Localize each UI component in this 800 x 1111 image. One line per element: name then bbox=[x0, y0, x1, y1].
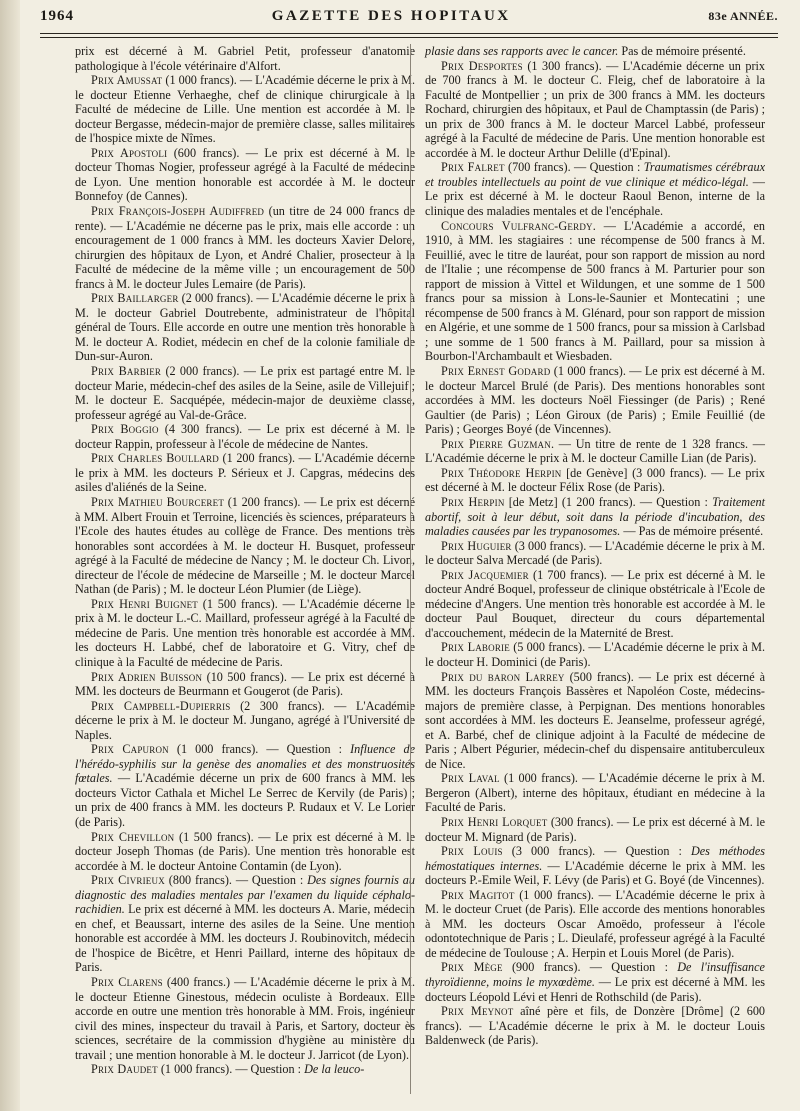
paragraph bbox=[75, 291, 415, 364]
paragraph-text: (3 000 francs). — L'Académie décerne le prix à M. le docteur Salva Mercadé (de Paris). bbox=[425, 538, 765, 568]
paragraph-text: (1 000 francs). — Question : bbox=[168, 742, 351, 757]
paragraph bbox=[75, 204, 415, 291]
question-text: plasie dans ses rapports avec le cancer. bbox=[425, 44, 619, 58]
prize-heading: Prix Campbell-Dupierris bbox=[91, 698, 231, 713]
prize-heading: Prix Adrien Buisson bbox=[91, 669, 203, 684]
header-rule-top bbox=[40, 33, 778, 34]
prize-heading: Prix Falret bbox=[441, 160, 505, 175]
paragraph-text: (10 500 francs). — Le prix est décerné à MM. les docteurs de Beurmann et Gougerot (de Paris). bbox=[75, 669, 415, 699]
paragraph bbox=[425, 44, 765, 59]
question-text: Traumatismes cérébraux et troubles intellectuels au point de vue clinique et médico-légal. bbox=[425, 160, 765, 189]
page-number: 1964 bbox=[40, 8, 74, 24]
paragraph-text-tail: — Pas de mémoire présenté. bbox=[620, 524, 764, 539]
binding-edge bbox=[0, 0, 20, 1111]
paragraph-text-tail: — Le prix est décerné à M. le docteur Raoul Benon, interne de la clinique des maladies mentales et de l'encéphale. bbox=[425, 174, 765, 219]
paragraph bbox=[75, 830, 415, 874]
prize-heading: Prix Chevillon bbox=[91, 829, 175, 844]
prize-heading: Prix Boggio bbox=[91, 422, 159, 437]
paragraph bbox=[75, 742, 415, 829]
paragraph-text: (2 000 francs). — Le prix est partagé entre M. le docteur Marie, médecin-chef des asiles de la Seine, asile de Villejuif ; M. le docteur E. Sacquépée, médecin-major de deuxième classe, professeur agrégé au Val-de-Grâce. bbox=[75, 364, 415, 422]
paragraph-text: (800 francs). — Question : bbox=[164, 873, 308, 888]
prize-heading: Prix Daudet bbox=[91, 1062, 158, 1077]
paragraph-text: prix est décerné à M. Gabriel Petit, professeur d'anatomie pathologique à l'école vétérinaire d'Alfort. bbox=[75, 44, 415, 73]
paragraph-text: (5 000 francs). — L'Académie décerne le prix à M. le docteur H. Dominici (de Paris). bbox=[425, 640, 765, 669]
question-text: De la leuco- bbox=[304, 1062, 365, 1077]
paragraph-text-tail: — Le prix est décerné à MM. les docteurs Léopold Lévi et Henri de Rothschild (de Paris). bbox=[425, 975, 765, 1004]
paragraph-text: (700 francs). — Question : bbox=[504, 160, 644, 175]
right-column bbox=[425, 44, 765, 1048]
paragraph bbox=[425, 771, 765, 815]
paragraph-text: (1 200 francs). — L'Académie décerne le prix à MM. les docteurs P. Sérieux et J. Capgras, médecins des asiles d'aliénés de la Seine. bbox=[75, 451, 416, 495]
prize-heading: Prix Barbier bbox=[91, 364, 162, 379]
paragraph-text: (1 000 francs). — Le prix est décerné à M. le docteur Marcel Brulé (de Paris). Des mentions honorables sont accordées à MM. les docteurs Noël Fiessinger (de Paris) ; René Gaultier (de Paris) ; Léon Giroux (de Paris) ; Emile Feuillié (de Paris) ; Georges Boyé (de Vincennes). bbox=[425, 364, 765, 437]
paragraph bbox=[425, 815, 765, 844]
paragraph-text: [de Genève] (3 000 francs). — Le prix est décerné à M. le docteur Félix Rose (de Paris). bbox=[425, 465, 765, 495]
paragraph bbox=[425, 1004, 765, 1048]
paragraph-text: (600 francs). — Le prix est décerné à M. le docteur Thomas Nogier, professeur agrégé à la Faculté de médecine de Lyon. Une mention honorable est accordée à M. le docteur Bonnefoy (de Cannes). bbox=[75, 145, 415, 204]
year-label: 83e ANNÉE. bbox=[708, 9, 778, 23]
prize-heading: Prix Capuron bbox=[91, 742, 169, 757]
paragraph-text-tail: — L'Académie décerne un prix de 600 francs à MM. les docteurs Victor Cathala et Michel Le Serrec de Kervily (de Paris) ; un prix de 400 francs à MM. les docteurs P. Rudaux et V. Le Lorier (de Paris). bbox=[75, 771, 415, 829]
paragraph-text: (2 000 francs). — L'Académie décerne le prix à M. le docteur Gabriel Doutrebente, administrateur de l'hôpital général de Tours. Elle accorde en outre une mention très honorable à M. le docteur A. Rodiet, médecin en chef de la colonie familiale de Dun-sur-Auron. bbox=[75, 291, 416, 364]
prize-heading: Prix Meynot bbox=[441, 1004, 514, 1019]
paragraph bbox=[75, 44, 415, 73]
paragraph-text: (un titre de 24 000 francs de rente). — L'Académie ne décerne pas le prix, mais elle accorde : un encouragement de 1 000 francs à MM. les docteurs Xavier Delore, chirurgien des hôpitaux de Lyon, et André Chalier, prosecteur à la Faculté de médecine de la même ville ; un encouragement de 500 francs à M. le docteur Jules Lemaire (de Paris). bbox=[75, 204, 415, 291]
paragraph bbox=[75, 73, 415, 146]
prize-heading: Prix Henri Buignet bbox=[91, 596, 198, 611]
paragraph-text: aîné père et fils, de Donzère [Drôme] (2 600 francs). — L'Académie décerne le prix à M. le docteur Louis Baldenweck (de Paris). bbox=[425, 1004, 766, 1048]
question-text: Traitement abortif, soit à leur début, soit dans la période d'incubation, des maladies causées par les trypanosomes. bbox=[425, 494, 765, 539]
paragraph bbox=[75, 873, 415, 975]
paragraph-text: (1 000 francs). — L'Académie décerne le prix à M. le docteur Cruet (de Paris). Elle accorde des mentions honorables à MM. les docteurs Oscar Amoëdo, professeur à l'école odontotechnique de Paris ; L. Dieulafé, professeur agrégé à la Faculté de médecine de Toulouse ; A. Herpin et Louis Morel (de Paris). bbox=[425, 887, 766, 960]
question-text: De l'insuffisance thyroïdienne, moins le myxœdème. bbox=[425, 960, 765, 989]
paragraph bbox=[425, 219, 765, 364]
paragraph-text: (1 000 francs). — L'Académie décerne le prix à M. le docteur Etienne Verhaeghe, chef de clinique chirurgicale à la Faculté de médecine de Lille. Une mention est accordée à M. le docteur Bergasse, médecin-major de première classe, salles militaires de l'hospice mixte de Nîmes. bbox=[75, 73, 415, 146]
prize-heading: Prix Desportes bbox=[441, 58, 523, 73]
paragraph-text: (1 200 francs). — Le prix est décerné à MM. Albert Frouin et Terroine, licenciés ès sciences, préparateurs à l'Ecole des hautes études au collège de France. Des mentions très honorables sont accordées à M. le docteur H. Busquet, professeur agrégé à la Faculté de médecine de Nancy ; M. le docteur Ch. Livon, directeur de l'école de médecine de Marseille ; M. le docteur Marcel Nathan (de Paris) ; M. le docteur Léon Plumier (de Liège). bbox=[75, 494, 415, 597]
paragraph bbox=[75, 451, 415, 495]
paragraph-text-tail: Pas de mémoire présenté. bbox=[618, 44, 746, 58]
prize-heading: Prix Henri Lorquet bbox=[441, 814, 548, 829]
prize-heading: Prix Théodore Herpin bbox=[441, 465, 562, 480]
paragraph-text: [de Metz] (1 200 francs). — Question : bbox=[504, 494, 713, 509]
prize-heading: Prix Pierre Guzman bbox=[441, 436, 551, 451]
paragraph-text: (2 300 francs). — L'Académie décerne le prix à M. le docteur M. Jungano, agrégé à l'Université de Naples. bbox=[75, 698, 415, 742]
prize-heading: Prix Huguier bbox=[441, 538, 512, 553]
paragraph-text: (1 700 francs). — Le prix est décerné à M. le docteur André Boquel, professeur de clinique obstétricale à l'Ecole de médecine d'Angers. Une mention très honorable est accordée à M. le docteur Paul Bouquet, directeur du cours départemental d'accouchement, médecin de la Maternité de Brest. bbox=[425, 567, 765, 640]
prize-heading: Prix Laborie bbox=[441, 640, 510, 655]
prize-heading: Prix Herpin bbox=[441, 494, 505, 509]
prize-heading: Concours Vulfranc-Gerdy bbox=[441, 218, 593, 233]
paragraph-text: (900 francs). — Question : bbox=[502, 960, 678, 975]
prize-heading: Prix Civrieux bbox=[91, 873, 165, 888]
prize-heading: Prix Baillarger bbox=[91, 291, 179, 306]
paragraph-text: (500 francs). — Le prix est décerné à MM. les docteurs François Bassères et Napoléon Coste, médecins-majors de première classe, à Perpignan. Des mentions honorables sont accordées à MM. les docteurs E. Jeanselme, professeur agrégé, et A. Barbé, chef de clinique adjoint à la Faculté de médecine de Paris ; Albert Pégurier, médecin-chef du dispensaire antituberculeux de Nice. bbox=[425, 669, 765, 771]
paragraph bbox=[75, 146, 415, 204]
paragraph bbox=[75, 975, 415, 1062]
prize-heading: Prix Mège bbox=[441, 960, 503, 975]
question-text: Des méthodes hémostatiques internes. bbox=[425, 844, 765, 873]
paragraph bbox=[425, 640, 765, 669]
paragraph bbox=[425, 670, 765, 772]
prize-heading: Prix Laval bbox=[441, 771, 500, 786]
paragraph bbox=[75, 597, 415, 670]
paragraph-text: (1 000 francs). — Question : bbox=[157, 1062, 305, 1077]
paragraph bbox=[75, 670, 415, 699]
paragraph-text: (1 000 francs). — L'Académie décerne le prix à M. Bergeron (Albert), interne des hôpitaux, étudiant en médecine à la Faculté de Paris. bbox=[425, 771, 765, 815]
paragraph bbox=[425, 466, 765, 495]
paragraph bbox=[75, 495, 415, 597]
paragraph-text: (300 francs). — Le prix est décerné à M. le docteur M. Mignard (de Paris). bbox=[425, 814, 765, 844]
paragraph bbox=[425, 59, 765, 161]
paragraph bbox=[425, 539, 765, 568]
prize-heading: Prix Ernest Godard bbox=[441, 364, 551, 379]
prize-heading: Prix Magitot bbox=[441, 887, 515, 902]
prize-heading: Prix Apostoli bbox=[91, 145, 168, 160]
paragraph bbox=[75, 364, 415, 422]
prize-heading: Prix François-Joseph Audiffred bbox=[91, 204, 265, 219]
paragraph-text-tail: — L'Académie décerne le prix à MM. les docteurs P.-Emile Weil, F. Lévy (de Paris) et G. Boyé (de Vincennes). bbox=[425, 858, 765, 888]
paragraph bbox=[75, 422, 415, 451]
paragraph bbox=[425, 888, 765, 961]
prize-heading: Prix Clarens bbox=[91, 975, 163, 989]
paragraph bbox=[75, 699, 415, 743]
paragraph-text: . — L'Académie a accordé, en 1910, à MM. les stagiaires : une récompense de 500 francs à M. Feuillié, avec le titre de lauréat, pour son rapport de mission au nord de l'Italie ; une récompense de 500 francs à M. Parturier pour son rapport de mission à Vittel et Wildungen, et une somme de 1 500 francs pour sa mission à Lons-le-Saunier et Montecatini ; une récompense de 500 francs à M. Glénard, pour son rapport de mission en Algérie, et une somme de 1 500 francs, pour sa mission à Carlsbad ; une somme de 1 500 francs à M. Paillard, pour sa mission à Bourbon-l'Archambault et Wiesbaden. bbox=[425, 218, 765, 364]
header-rule-bottom bbox=[40, 37, 778, 38]
paragraph-text: (4 300 francs). — Le prix est décerné à M. le docteur Rappin, professeur à l'école de médecine de Nantes. bbox=[75, 422, 415, 451]
prize-heading: Prix Louis bbox=[441, 844, 503, 859]
prize-heading: Prix Amussat bbox=[91, 73, 163, 88]
paragraph-text: (3 000 francs). — Question : bbox=[502, 844, 691, 859]
prize-heading: Prix Mathieu Bourceret bbox=[91, 494, 225, 509]
paragraph-text: (1 500 francs). — Le prix est décerné à M. le docteur Joseph Thomas (de Paris). Une mention très honorable est accordée à M. le docteur Antoine Contamin (de Lyon). bbox=[75, 829, 416, 873]
prize-heading: Prix Charles Boullard bbox=[91, 451, 219, 466]
column-divider bbox=[410, 44, 411, 1094]
journal-title: GAZETTE DES HOPITAUX bbox=[271, 8, 511, 24]
paragraph-text: (1 300 francs). — L'Académie décerne un prix de 700 francs à M. le docteur C. Fleig, chef de laboratoire à la Faculté de Montpellier ; un prix de 300 francs à MM. les docteurs Rochard, chirurgien des hôpitaux, et Paul de Champtassin (de Paris) ; un prix de 300 francs à M. le docteur Marcel Labbé, professeur agrégé à la Faculté de médecine de Paris. Une mention honorable est accordée à M. le docteur Arthur Delille (d'Epinal). bbox=[425, 58, 765, 160]
paragraph-text-tail: Le prix est décerné à MM. les docteurs A. Marie, médecin en chef, et Beaussart, interne des asiles de la Seine. Une mention honorable est accordée à MM. les docteurs J. Roubinovitch, médecin de l'hospice de Bicêtre, et Henri Paillard, interne des hôpitaux de Paris. bbox=[75, 902, 415, 975]
paragraph bbox=[425, 568, 765, 641]
question-text: Des signes fournis au diagnostic des maladies mentales par l'examen du liquide céphalo-rachidien. bbox=[75, 873, 415, 917]
prize-heading: Prix du baron Larrey bbox=[441, 669, 565, 684]
paragraph-text: (400 francs.) — L'Académie décerne le prix à M. le docteur Etienne Ginestous, médecin oculiste à Bordeaux. Elle accorde en outre une mention très honorable à MM. Frois, ingénieur civil des mines, inspecteur du travail à Paris, et Sartory, docteur ès sciences, secrétaire de la commission d'hygiène au ministère du travail ; une mention honorable à M. le docteur J. Jarricot (de Lyon). bbox=[75, 975, 415, 1062]
prize-heading: Prix Jacquemier bbox=[441, 567, 529, 582]
paragraph bbox=[75, 1062, 415, 1077]
paragraph-text: (1 500 francs). — L'Académie décerne le prix à M. le docteur L.-C. Maillard, professeur agrégé à la Faculté de médecine de Paris. Une mention très honorable est accordée à MM. les docteurs H. Labbé, chef de laboratoire et G. Vitry, chef de clinique à la Faculté de médecine de Paris. bbox=[75, 596, 416, 669]
paragraph bbox=[425, 844, 765, 888]
paragraph-text: . — Un titre de rente de 1 328 francs. — L'Académie décerne le prix à M. le docteur Camille Lian (de Paris). bbox=[425, 436, 765, 466]
paragraph bbox=[425, 960, 765, 1004]
paragraph bbox=[425, 160, 765, 218]
question-text: Influence de l'hérédo-syphilis sur la genèse des anomalies et des monstruosités fœtales. bbox=[75, 742, 415, 786]
paragraph bbox=[425, 364, 765, 437]
left-column bbox=[75, 44, 415, 1077]
paragraph bbox=[425, 495, 765, 539]
paragraph bbox=[425, 437, 765, 466]
running-header bbox=[40, 8, 778, 30]
